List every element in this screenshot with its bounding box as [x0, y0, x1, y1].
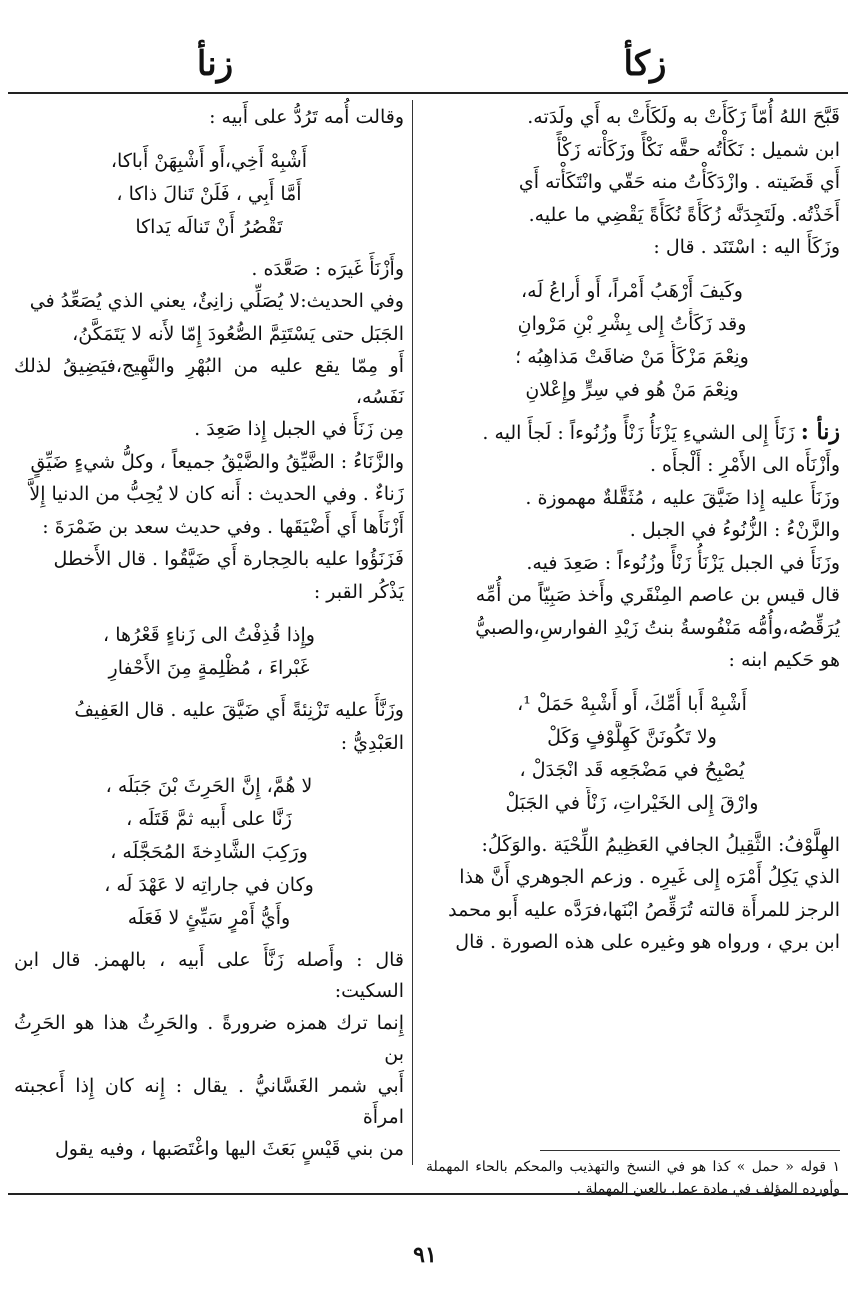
text-line: الذي يَكِلُ أَمْرَه إِلى غَيرِه . وزعم الجوهري أَنَّ هذا — [459, 866, 840, 888]
entry-headword: زنأ : — [800, 418, 840, 445]
text-line: مِن زَنَأَ في الجبل إِذا صَعِدَ . — [194, 418, 404, 440]
text-line: قال : وأَصله زَنَّأَ على أَبيه ، بالهمز. قال ابن السكيت: — [14, 949, 404, 1002]
text-line: وقالت أُمه تَرُدُّ على أَبيه : — [209, 106, 404, 128]
text-line: فَزَنَؤُوا عليه بالحِجارة أَي ضَيَّقُوا . قال الأَخطل — [53, 548, 404, 570]
text-line: وأَزْنَأَ غَيرَه : صَعَّدَه . — [251, 257, 404, 280]
text-line: يَذْكُر القبر : — [313, 580, 404, 603]
text-line: العَبْدِيُّ : — [340, 731, 404, 754]
verse-block — [14, 770, 404, 935]
text-line: إِنما ترك همزه ضرورةً . والحَرِثُ هذا هو الحَرِثُ بن — [14, 1012, 404, 1065]
verse-line: وكَيفَ أَرْهَبُ أَمْراً، أَو أُراعُ لَه، — [521, 279, 743, 302]
verse-line: وإِذا قُذِفْتُ الى زَناءٍ قَعْرُها ، — [103, 624, 315, 646]
text-line: أَزْنَأَها أَي أَضْيَقَها . وفي حديث سعد بن ضَمْرَةَ : — [42, 515, 404, 538]
text-line: ابن شميل : نَكَأْتُه حقَّه نَكْأً وزَكَأْته زَكْأً — [556, 138, 840, 161]
verse-line: وارْقَ إِلى الخَيْراتِ، زَنْأً في الجَبَلْ — [505, 791, 759, 814]
verse-line: ونِعْمَ مَنْ هُو في سِرٍّ وإِعْلانِ — [525, 378, 739, 401]
text-line: ابن بري ، ورواه هو وغيره على هذه الصورة . قال — [455, 931, 840, 953]
text-line: وزَكَأَ اليه : اسْتَنَد . قال : — [653, 236, 840, 258]
footnote: ١ قوله « حمل » كذا هو في النسخ والتهذيب والمحكم بالحاء المهملة وأورده المؤلف في مادة عمل بالعين المهملة . — [426, 1159, 840, 1197]
verse-line: أَمَّا أَبِي ، فَلَنْ تَنالَ ذاكا ، — [116, 182, 302, 205]
text-line: قال قيس بن عاصم المِنْقَري وأَخذ صَبِيّاً من أُمِّه — [475, 584, 840, 606]
text-line: والزَّنْءُ : الزُّنُوءُ في الجبل . — [629, 519, 840, 541]
text-line: قَبَّحَ اللهُ أُمّاً زَكَأَتْ به ولَكَأَتْ به أَي ولَدَته. — [527, 106, 840, 128]
right-headword: زكأ — [623, 44, 667, 84]
text-line: زَناءٌ . وفي الحديث : أَنه كان لا يُحِبُّ من الدنيا إِلاَّ — [29, 483, 404, 505]
verse-line: ورَكِبَ الشَّادِخةَ المُحَجَّلَه ، — [110, 841, 308, 863]
verse-line: زَنَّا على أَبيه ثمَّ قَتَلَه ، — [126, 808, 292, 830]
right-column — [424, 102, 840, 1142]
text-line: وأَزْنَأَه الى الأَمْرِ : أَلْجأَه . — [649, 454, 840, 476]
verse-line: غَبْراءَ ، مُظْلِمةٍ مِنَ الأَحْفارِ — [108, 657, 310, 679]
left-column — [14, 102, 404, 1162]
text-line: أَبي شمر الغَسَّانيُّ . يقال : إِنه كان إِذا أَعجبته امرأَة — [14, 1075, 404, 1128]
text-line: أَي قَضَيته . وازْدَكَأْتُ منه حَقّي وانْتَكَأْته أَي — [518, 171, 840, 193]
text-line: وزَنَأَ في الجبل يَزْنَأُ زَنْأً وزُنُوءاً : صَعِدَ فيه. — [526, 551, 840, 574]
column-divider — [412, 100, 413, 1165]
text-line: الجَبَل حتى يَسْتَتِمَّ الصُّعُودَ إِمّا لأَنه لا يَتَمَكَّنُ، — [72, 322, 404, 345]
verse-line: ولا تَكُونَنَّ كَهِلَّوْفٍ وَكَلْ — [547, 725, 717, 748]
text-line: وزَنَّأَ عليه تَزْنِئةً أَي ضَيَّقَ عليه . قال العَفِيفُ — [74, 699, 404, 721]
verse-line: تَقْصُرُ أَنْ تَنالَه يَداكا — [135, 215, 283, 238]
text-line: والزَّنَاءُ : الضَّيِّقُ والضَّيْقُ جميعاً ، وكلُّ شيءٍ ضَيِّقٍ — [30, 450, 404, 473]
verse-line: وكان في جاراتِه لا عَهْدَ لَه ، — [104, 874, 314, 896]
text-line: وفي الحديث:لا يُصَلِّي زانِئٌ، يعني الذي يُصَعِّدُ في — [29, 290, 404, 312]
text-line: وزَنَأَ عليه إِذا ضَيَّقَ عليه ، مُثَقَّلةٌ مهموزة . — [525, 486, 840, 509]
footnote-rule — [540, 1150, 840, 1151]
text-line: أَو مِمّا يقع عليه من البُهْرِ والنَّهِيج،فيَضِيقُ لذلك نَفَسُه، — [14, 355, 404, 408]
verse-block — [14, 145, 404, 244]
verse-line: وقد زَكَأْتُ إِلى بِشْرِ بْنِ مَرْوانِ — [517, 312, 747, 335]
left-headword: زنأ — [196, 44, 234, 84]
text-line: أَخَذْتُه. ولَتَجِدَنَّه زُكَأَةً نُكَأَةً يَقْضِي ما عليه. — [528, 203, 840, 226]
verse-block — [424, 275, 840, 407]
text-line: هو حَكيم ابنه : — [728, 649, 840, 671]
verse-line: أَشْبِهْ أَخِي،أَو أَشْبِهَنْ أَباكا، — [110, 149, 308, 172]
text-line: من بني قَيْسٍ بَعَثَ اليها واغْتَصَبها ، وفيه يقول — [54, 1138, 404, 1160]
verse-line: وأَيُّ أَمْرٍ سَيِّئٍ لا فَعَلَه — [127, 907, 291, 929]
page-number: ٩١ — [413, 1242, 437, 1268]
text-line: الهِلَّوْفُ: الثَّقِيلُ الجافي العَظِيمُ اللِّحْيَة .والوَكَلُ: — [481, 833, 840, 856]
verse-line: أَشْبِهْ أَبا أُمِّكَ، أَو أَشْبِهْ حَمَلْ ¹، — [517, 692, 747, 715]
verse-block — [424, 688, 840, 820]
text-line: يُرَقِّصُه،وأُمُّه مَنْفُوسةُ بنتُ زَيْدِ الفوارسِ،والصبيُّ — [475, 616, 840, 639]
text-line: الرجز للمرأَة قالته تُرَقِّصُ ابْنَها،فرَدَّه عليه أَبو محمد — [448, 898, 840, 921]
verse-line: لا هُمَّ، إِنَّ الحَرِثَ بْنَ جَبَلَه ، — [105, 775, 313, 797]
header-rule — [8, 92, 848, 94]
entry-first-line — [424, 417, 840, 449]
verse-line: يُصْبِحُ في مَضْجَعِه قَد انْجَدَلْ ، — [519, 758, 745, 781]
verse-line: ونِعْمَ مَزْكَأُ مَنْ ضاقَتْ مَذاهِبُه ؛ — [515, 345, 749, 368]
text-line: زَنَأَ إِلى الشيءِ يَزْنَأُ زَنْأً وزُنُوءاً : لَجأَ اليه . — [482, 421, 795, 444]
verse-block — [14, 619, 404, 685]
footer-rule — [8, 1193, 848, 1195]
